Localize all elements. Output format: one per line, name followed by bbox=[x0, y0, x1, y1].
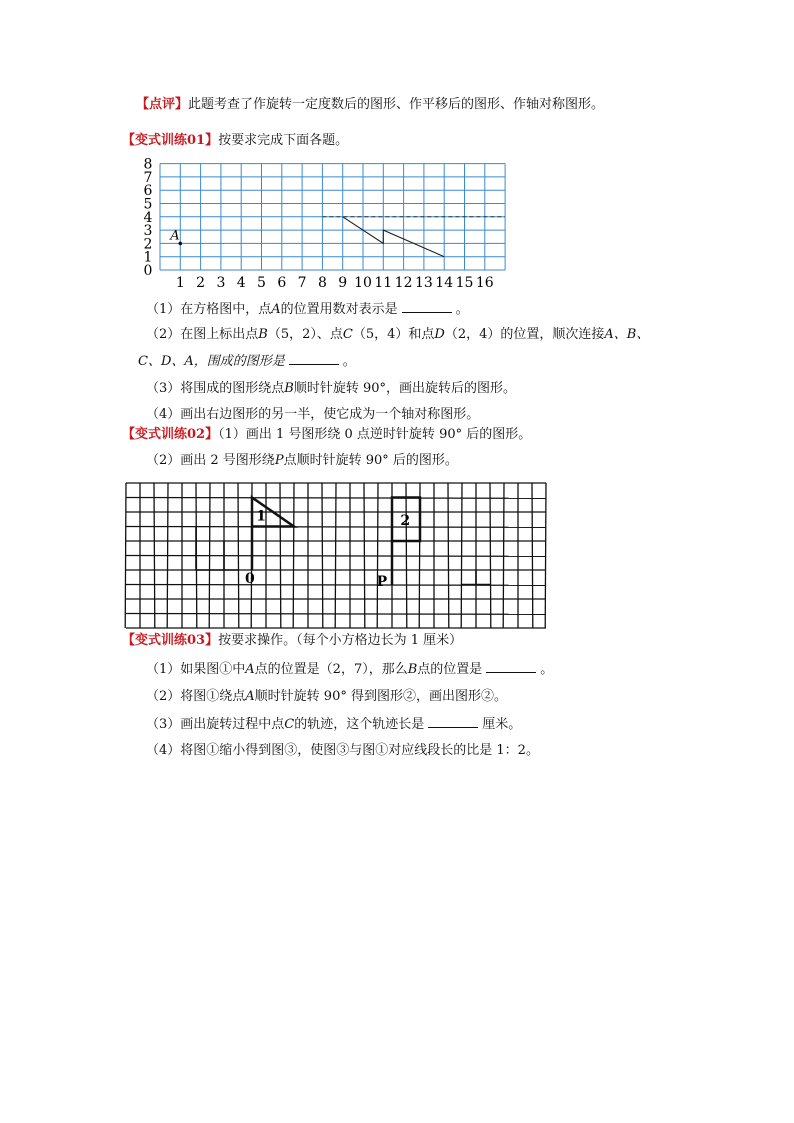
x-tick-label: 2 bbox=[196, 275, 206, 291]
x-tick-label: 5 bbox=[257, 275, 266, 291]
grid-line-vertical bbox=[545, 483, 546, 628]
x-tick-label: 12 bbox=[394, 275, 413, 291]
ex1-q3: （3）将围成的图形绕点B顺时针旋转 90°，画出旋转后的图形。 bbox=[146, 381, 517, 396]
ex3-q3: （3）画出旋转过程中点C的轨迹，这个轨迹长是 厘米。 bbox=[146, 717, 522, 732]
y-tick-label: 1 bbox=[143, 249, 153, 266]
comment-text: 此题考查了作旋转一定度数后的图形、作平移后的图形、作轴对称图形。 bbox=[188, 97, 605, 112]
ex3-q1: （1）如果图①中A点的位置是（2，7），那么B点的位置是 。 bbox=[146, 662, 554, 677]
y-tick-label: 2 bbox=[143, 236, 153, 253]
comment-tag: 【点评】 bbox=[136, 97, 189, 112]
ex2-tag: 【变式训练02】 bbox=[122, 427, 219, 442]
answer-blank[interactable] bbox=[428, 715, 478, 728]
y-tick-label: 5 bbox=[143, 196, 153, 213]
x-tick-label: 3 bbox=[216, 275, 226, 291]
ex2-header: 【变式训练02】（1）画出 1 号图形绕 0 点逆时针旋转 90° 后的图形。 bbox=[122, 427, 532, 442]
grid-line-vertical bbox=[532, 483, 533, 628]
grid-line-vertical bbox=[125, 483, 126, 628]
grid-line-horizontal bbox=[126, 556, 546, 557]
y-tick-label: 4 bbox=[143, 209, 153, 226]
ex3-q2: （2）将图①绕点A顺时针旋转 90° 得到图形②，画出图形②。 bbox=[146, 689, 507, 704]
x-tick-label: 14 bbox=[435, 275, 454, 291]
y-tick-label: 7 bbox=[143, 169, 153, 186]
ex3-q4: （4）将图①缩小得到图③，使图③与图①对应线段长的比是 1：2。 bbox=[146, 743, 539, 758]
point-a-label: A bbox=[170, 228, 180, 244]
x-tick-label: 8 bbox=[317, 275, 327, 291]
y-tick-label: 6 bbox=[143, 183, 153, 200]
x-tick-label: 15 bbox=[455, 275, 474, 291]
point-p-label: P bbox=[376, 573, 388, 590]
grid-line-horizontal bbox=[126, 527, 546, 528]
ex1-q4: （4）画出右边图形的另一半，使它成为一个轴对称图形。 bbox=[146, 407, 480, 422]
figure-1-guide bbox=[196, 527, 238, 571]
x-tick-label: 10 bbox=[354, 275, 372, 291]
x-tick-label: 16 bbox=[475, 275, 494, 291]
figure-2-label: 2 bbox=[400, 513, 411, 530]
half-figure bbox=[343, 217, 445, 257]
grid-line-vertical bbox=[503, 483, 504, 628]
x-tick-label: 13 bbox=[414, 275, 433, 291]
ex1-q2-line2: C、D、A，围成的图形是 。 bbox=[138, 354, 356, 369]
ex3-header: 【变式训练03】按要求操作。（每个小方格边长为 1 厘米） bbox=[122, 633, 463, 648]
answer-blank[interactable] bbox=[402, 300, 452, 313]
y-tick-label: 8 bbox=[143, 156, 153, 173]
answer-blank[interactable] bbox=[486, 660, 536, 673]
ex1-tag: 【变式训练01】 bbox=[122, 133, 219, 148]
y-tick-label: 3 bbox=[143, 223, 153, 240]
grid-line-horizontal bbox=[126, 614, 546, 615]
ex2-q2: （2）画出 2 号图形绕P点顺时针旋转 90° 后的图形。 bbox=[146, 453, 458, 468]
coordinate-grid-figure bbox=[130, 156, 494, 291]
ex1-q1: （1）在方格图中，点A的位置用数对表示是 。 bbox=[146, 302, 469, 317]
x-tick-label: 11 bbox=[374, 275, 393, 291]
x-tick-label: 7 bbox=[297, 275, 307, 291]
ex1-header bbox=[122, 132, 348, 150]
ex1-intro: 按要求完成下面各题。 bbox=[218, 133, 349, 148]
ex1-q2-line1: （2）在图上标出点B（5，2）、点C（5，4）和点D（2，4）的位置，顺次连接A、B、 bbox=[146, 327, 650, 342]
point-o-label: 0 bbox=[245, 571, 255, 588]
figure-1-label: 1 bbox=[256, 508, 266, 525]
comment-line bbox=[136, 96, 604, 114]
rotation-grid-figure bbox=[124, 481, 550, 629]
x-tick-label: 9 bbox=[338, 275, 348, 291]
grid-line-horizontal bbox=[126, 498, 546, 499]
answer-blank[interactable] bbox=[289, 352, 339, 365]
x-tick-label: 6 bbox=[277, 275, 287, 291]
ex3-tag: 【变式训练03】 bbox=[122, 633, 219, 648]
x-tick-label: 4 bbox=[236, 275, 246, 291]
grid-line-vertical bbox=[490, 483, 491, 628]
x-tick-label: 1 bbox=[175, 275, 185, 291]
y-tick-label: 0 bbox=[143, 263, 153, 279]
